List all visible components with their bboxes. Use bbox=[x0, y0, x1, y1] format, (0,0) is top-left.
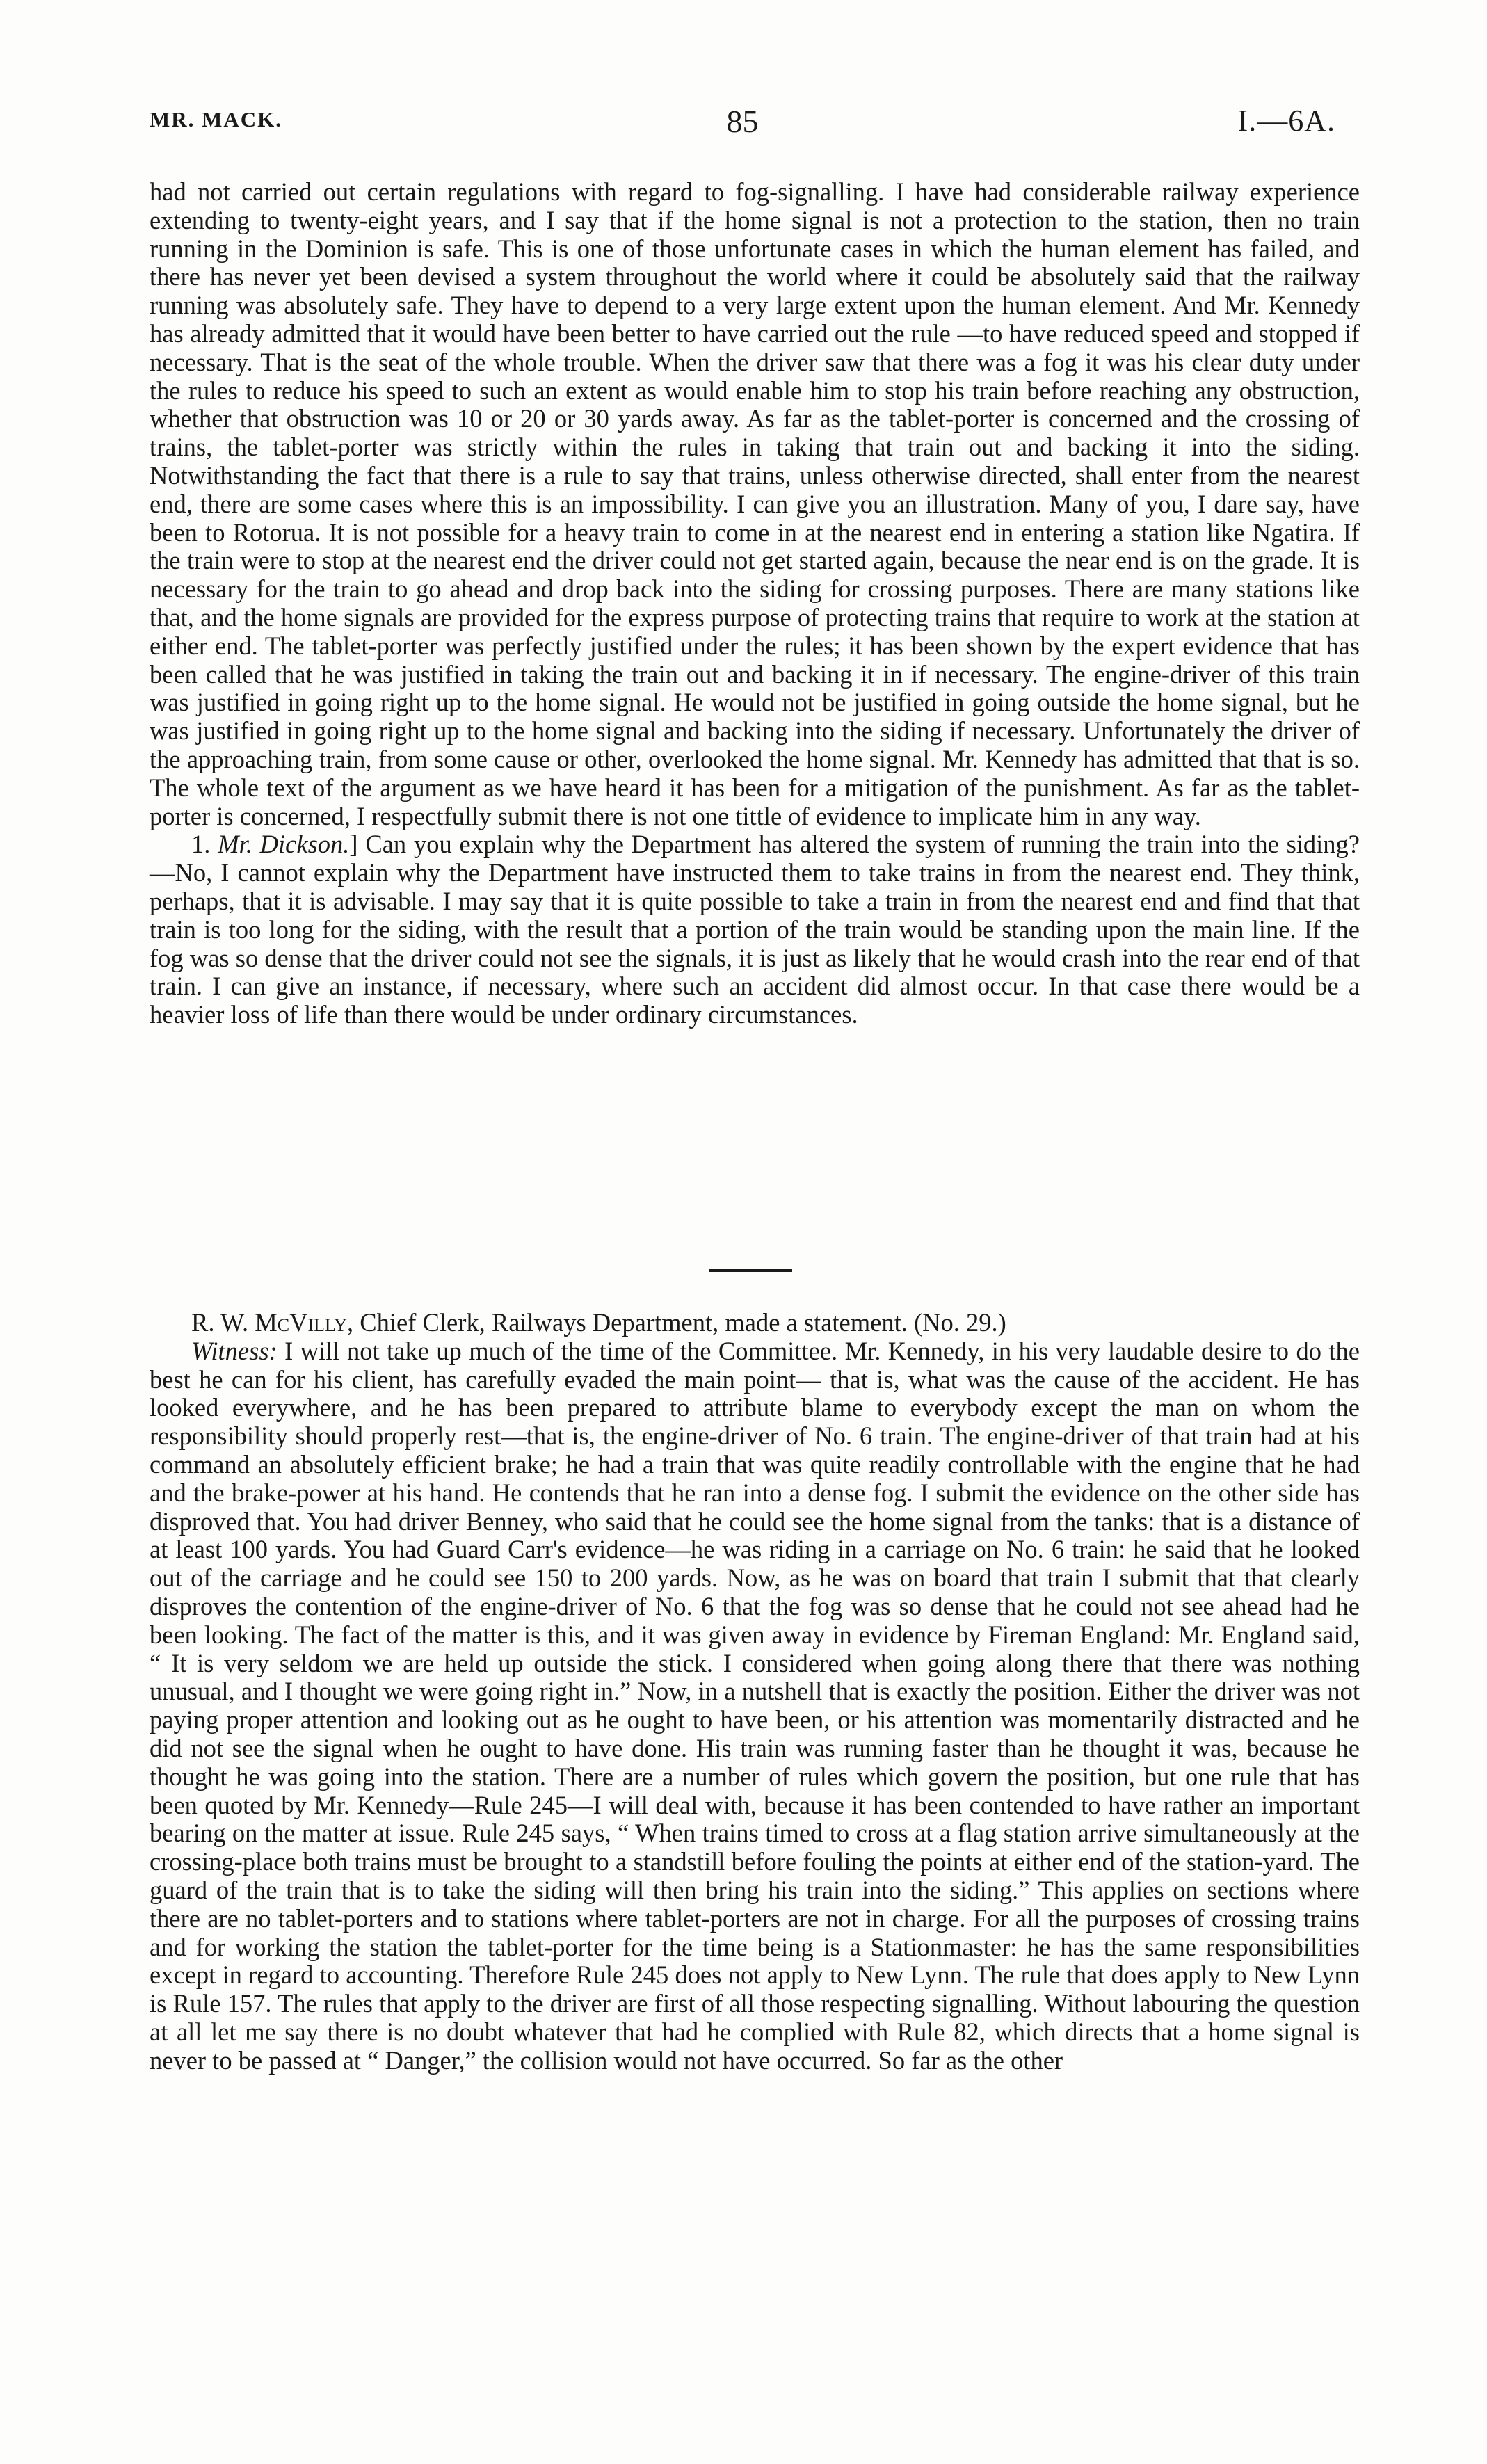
witness-text: I will not take up much of the time of the Committee. Mr. Kennedy, in his very laudable desire to do the best he can for his client, has carefully evaded the main point— that is, what was the cause of the accident. He has looked everywhere, and he has been prepared to attribute blame to everybody except the man on whom the responsibility should properly rest—that is, the engine-driver of No. 6 train. The engine-driver of that train had at his command an absolutely efficient brake; he had a train that was quite readily controllable with the engine that he had and the brake-power at his hand. He contends that he ran into a dense fog. I submit the evidence on the other side has disproved that. You had driver Benney, who said that he could see the home signal from the tanks: that is a distance of at least 100 yards. You had Guard Carr's evidence—he was riding in a carriage on No. 6 train: he said that he looked out of the carriage and he could see 150 to 200 yards. Now, as he was on board that train I submit that that clearly disproves the contention of the engine-driver of No. 6 that the fog was so dense that he could not see ahead had he been looking. The fact of the matter is this, and it was given away in evidence by Fireman England: Mr. England said, “ It is very seldom we are held up outside the stick. I considered when going along there that there was nothing unusual, and I thought we were going right in.” Now, in a nutshell that is exactly the position. Either the driver was not paying proper attention and looking out as he ought to have been, or his attention was momentarily distracted and he did not see the signal when he ought to have done. His train was running faster than he thought it was, because he thought he was going into the station. There are a number of rules which govern the position, but one rule that has been quoted by Mr. Kennedy—Rule 245—I will deal with, because it has been contended to have rather an important bearing on the matter at issue. Rule 245 says, “ When trains timed to cross at a flag station arrive simultaneously at the crossing-place both trains must be brought to a standstill before fouling the points at either end of the station-yard. The guard of the train that is to take the siding will then bring his train into the siding.” This applies on sections where there are no tablet-porters and to stations where tablet-porters are not in charge. For all the purposes of crossing trains and for working the station the tablet-porter for the time being is a Stationmaster: he has the same responsibilities except in regard to accounting. Therefore Rule 245 does not apply to New Lynn. The rule that does apply to New Lynn is Rule 157. The rules that apply to the driver are first of all those respecting signalling. Without labouring the question at all let me say there is no doubt whatever that had he complied with Rule 82, which directs that a home signal is never to be passed at “ Danger,” the collision would not have occurred. So far as the other bbox=[150, 1336, 1360, 2075]
question-number: 1. bbox=[191, 830, 211, 859]
witness-name: R. W. McVilly bbox=[191, 1308, 348, 1337]
question-answer bbox=[150, 830, 1360, 1029]
witness-paragraph bbox=[150, 1337, 1360, 2075]
page-number: 85 bbox=[726, 104, 759, 139]
witness-heading bbox=[150, 1309, 1360, 1337]
witness-label: Witness: bbox=[191, 1336, 278, 1365]
question-text: ] Can you explain why the Department has altered the system of running the train into the siding?—No, I cannot explain why the Department have instructed them to take trains in from the nearest end. They think, perhaps, that it is advisable. I may say that it is quite possible to take a train in from the nearest end and find that that train is too long for the siding, with the result that a portion of the train would be standing upon the main line. If the fog was so dense that the driver could not see the signals, it is just as likely that he would crash into the rear end of that train. I can give an instance, if necessary, where such an accident did almost occur. In that case there would be a heavier loss of life than there would be under ordinary circumstances. bbox=[150, 830, 1360, 1029]
statement-continuation bbox=[150, 178, 1360, 1029]
section-divider bbox=[709, 1269, 792, 1272]
document-reference: I.—6A. bbox=[1237, 104, 1335, 138]
witness-statement bbox=[150, 1309, 1360, 2075]
page-header bbox=[150, 103, 1335, 145]
header-speaker: MR. MACK. bbox=[150, 107, 283, 131]
paragraph: had not carried out certain regulations with regard to fog-signalling. I have had considerable railway experience extending to twenty-eight years, and I say that if the home signal is not a protection to the station, then no train running in the Dominion is safe. This is one of those unfortunate cases in which the human element has failed, and there has never yet been devised a system throughout the world where it could be absolutely said that the railway running was absolutely safe. They have to depend to a very large extent upon the human element. And Mr. Kennedy has already admitted that it would have been better to have carried out the rule —to have reduced speed and stopped if necessary. That is the seat of the whole trouble. When the driver saw that there was a fog it was his clear duty under the rules to reduce his speed to such an extent as would enable him to stop his train before reaching any obstruction, whether that obstruction was 10 or 20 or 30 yards away. As far as the tablet-porter is concerned and the crossing of trains, the tablet-porter was strictly within the rules in taking that train out and backing it into the siding. Notwithstanding the fact that there is a rule to say that trains, unless otherwise directed, shall enter from the nearest end, there are some cases where this is an impossibility. I can give you an illustration. Many of you, I dare say, have been to Rotorua. It is not possible for a heavy train to come in at the nearest end in entering a station like Ngatira. If the train were to stop at the nearest end the driver could not get started again, because the near end is on the grade. It is necessary for the train to go ahead and drop back into the siding for crossing purposes. There are many stations like that, and the home signals are provided for the express purpose of protecting trains that require to work at the station at either end. The tablet-porter was perfectly justified under the rules; it has been shown by the expert evidence that has been called that he was justified in taking the train out and backing it in if necessary. The engine-driver of this train was justified in going right up to the home signal. He would not be justified in going outside the home signal, but he was justified in going right up to the home signal and backing into the siding if necessary. Unfortunately the driver of the approaching train, from some cause or other, overlooked the home signal. Mr. Kennedy has admitted that that is so. The whole text of the argument as we have heard it has been for a mitigation of the punishment. As far as the tablet-porter is concerned, I respectfully submit there is not one tittle of evidence to implicate him in any way. bbox=[150, 177, 1360, 830]
witness-heading-rest: , Chief Clerk, Railways Department, made a statement. (No. 29.) bbox=[347, 1308, 1006, 1337]
questioner: Mr. Dickson. bbox=[218, 830, 350, 859]
